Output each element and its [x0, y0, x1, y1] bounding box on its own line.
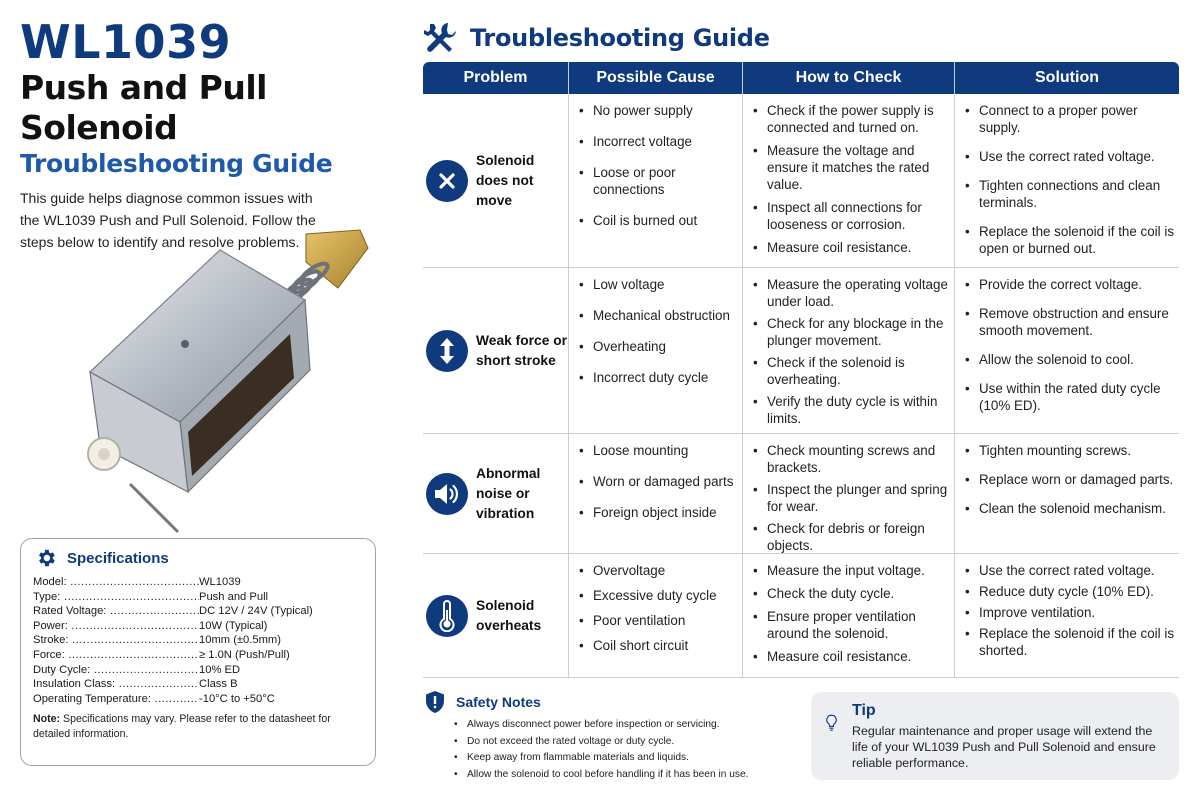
spec-row — [33, 663, 363, 678]
list-item: • Incorrect duty cycle — [579, 369, 738, 386]
spec-value: WL1039 — [199, 576, 241, 588]
spec-value: ≥ 1.0N (Push/Pull) — [199, 648, 290, 661]
list-item: • Replace the solenoid if the coil is shorted. — [965, 625, 1175, 659]
list-item: • Tighten connections and clean terminals. — [965, 177, 1175, 211]
cause-cell-list — [569, 268, 742, 386]
spec-row — [33, 648, 363, 663]
speaker-icon — [426, 473, 468, 515]
spec-value: 10% ED — [199, 663, 241, 676]
spec-value: 10W (Typical) — [199, 619, 268, 632]
list-item: • Check if the power supply is connected and turned on. — [753, 102, 950, 136]
troubleshooting-table — [423, 62, 1179, 678]
list-item: • No power supply — [579, 102, 738, 119]
cause-cell — [569, 268, 743, 433]
note-label: Note: — [33, 713, 61, 726]
list-item: • Check for any blockage in the plunger movement. — [753, 315, 950, 349]
header-cause: Possible Cause — [569, 62, 743, 94]
list-item: • Check if the solenoid is overheating. — [753, 354, 950, 388]
list-item: • Coil short circuit — [579, 637, 738, 654]
solution-cell — [955, 268, 1179, 433]
spec-value: Push and Pull — [199, 590, 269, 603]
spec-label: Rated Voltage: ..... — [33, 604, 199, 619]
spec-row — [33, 604, 363, 619]
list-item: • Replace the solenoid if the coil is open or burned out. — [965, 223, 1175, 257]
cause-cell-list — [569, 94, 742, 229]
x-circle-icon — [426, 160, 468, 202]
check-cell — [743, 94, 955, 267]
problem-cell — [423, 434, 569, 553]
spec-value: 10mm (±0.5mm) — [199, 634, 281, 647]
spec-label: Model: ..... — [33, 575, 199, 590]
list-item: • Inspect all connections for looseness or corrosion. — [753, 199, 950, 233]
check-cell-list — [743, 434, 954, 554]
list-item: • Use within the rated duty cycle (10% ED). — [965, 380, 1175, 414]
spec-row — [33, 575, 363, 590]
list-item: • Loose mounting — [579, 442, 738, 459]
safety-notes-title: Safety Notes — [456, 694, 541, 710]
tip-text: Regular maintenance and proper usage will extend the life of your WL1039 Push and Pull Solenoid and ensure reliable performance. — [852, 724, 1156, 770]
table-row — [423, 268, 1179, 434]
table-row — [423, 434, 1179, 554]
solution-cell-list — [955, 268, 1179, 414]
cause-cell — [569, 554, 743, 677]
vertical-arrows-icon — [426, 330, 468, 372]
list-item: • Use the correct rated voltage. — [965, 148, 1175, 165]
note-text: Specifications may vary. Please refer to the datasheet for detailed information. — [33, 713, 331, 741]
list-item: • Check mounting screws and brackets. — [753, 442, 950, 476]
list-item: • Overvoltage — [579, 562, 738, 579]
table-header — [423, 62, 1179, 94]
list-item: • Remove obstruction and ensure smooth movement. — [965, 305, 1175, 339]
check-cell — [743, 434, 955, 553]
safety-note: • Do not exceed the rated voltage or duty cycle. — [454, 734, 804, 751]
list-item: • Check for debris or foreign objects. — [753, 520, 950, 554]
list-item: • Incorrect voltage — [579, 133, 738, 150]
check-cell-list — [743, 268, 954, 427]
list-item: • Verify the duty cycle is within limits. — [753, 393, 950, 427]
header-solution: Solution — [1035, 69, 1099, 86]
spec-label: Power: ..... — [33, 619, 199, 634]
list-item: • Measure the operating voltage under load. — [753, 276, 950, 310]
check-cell — [743, 554, 955, 677]
cause-cell — [569, 434, 743, 553]
problem-label: Solenoid overheats — [476, 597, 542, 633]
check-cell-list — [743, 94, 954, 256]
problem-label: Abnormal noise or vibration — [476, 465, 541, 521]
problem-label: Solenoid does not move — [476, 152, 535, 208]
spec-label: Operating Temperature: ..... — [33, 692, 199, 707]
spec-label: Force: ..... — [33, 648, 199, 663]
spec-label: Insulation Class: ..... — [33, 677, 199, 692]
list-item: • Connect to a proper power supply. — [965, 102, 1175, 136]
list-item: • Tighten mounting screws. — [965, 442, 1175, 459]
solution-cell-list — [955, 94, 1179, 257]
solution-cell — [955, 94, 1179, 267]
safety-notes-list — [454, 717, 804, 783]
gear-icon — [35, 547, 57, 569]
list-item: • Provide the correct voltage. — [965, 276, 1175, 293]
solution-cell — [955, 554, 1179, 677]
list-item: • Measure coil resistance. — [753, 648, 950, 665]
cause-cell — [569, 94, 743, 267]
product-title: Push and Pull Solenoid — [20, 68, 267, 147]
shield-icon — [424, 690, 446, 714]
model-title: WL1039 — [20, 15, 232, 69]
check-cell-list — [743, 554, 954, 665]
list-item: • Ensure proper ventilation around the solenoid. — [753, 608, 950, 642]
safety-notes-panel — [424, 690, 804, 783]
list-item: • Foreign object inside — [579, 504, 738, 521]
specifications-header — [35, 547, 363, 569]
list-item: • Replace worn or damaged parts. — [965, 471, 1175, 488]
cause-cell-list — [569, 434, 742, 521]
safety-note: • Keep away from flammable materials and liquids. — [454, 750, 804, 767]
troubleshooting-header — [424, 20, 770, 56]
spec-label: Type: ..... — [33, 590, 199, 605]
spec-label: Stroke: ..... — [33, 633, 199, 648]
list-item: • Coil is burned out — [579, 212, 738, 229]
title-block — [20, 15, 390, 254]
spec-label: Duty Cycle: ..... — [33, 663, 199, 678]
solenoid-product-image — [70, 222, 390, 534]
list-item: • Measure coil resistance. — [753, 239, 950, 256]
list-item: • Allow the solenoid to cool. — [965, 351, 1175, 368]
spec-value: Class B — [199, 678, 238, 691]
intro-text: This guide helps diagnose common issues with the WL1039 Push and Pull Solenoid. Follow the steps below to identify and resolve problems. — [20, 190, 316, 250]
list-item: • Overheating — [579, 338, 738, 355]
solution-cell-list — [955, 554, 1179, 659]
spec-value: -10°C to +50°C — [199, 692, 275, 705]
guide-title: Troubleshooting Guide — [20, 149, 333, 179]
list-item: • Inspect the plunger and spring for wear. — [753, 481, 950, 515]
table-row — [423, 94, 1179, 268]
solution-cell — [955, 434, 1179, 553]
lightbulb-icon — [825, 702, 838, 744]
list-item: • Low voltage — [579, 276, 738, 293]
list-item: • Measure the voltage and ensure it matches the rated value. — [753, 142, 950, 193]
spec-row — [33, 677, 363, 692]
specifications-note — [33, 712, 363, 742]
header-problem: Problem — [423, 62, 569, 94]
thermometer-icon — [426, 595, 468, 637]
spec-row — [33, 619, 363, 634]
list-item: • Mechanical obstruction — [579, 307, 738, 324]
spec-value: DC 12V / 24V (Typical) — [199, 605, 313, 618]
solution-cell-list — [955, 434, 1179, 517]
table-body — [423, 94, 1179, 678]
list-item: • Poor ventilation — [579, 612, 738, 629]
specifications-title: Specifications — [67, 549, 169, 567]
spec-row — [33, 692, 363, 707]
safety-notes-header — [424, 690, 804, 714]
spec-row — [33, 590, 363, 605]
list-item: • Clean the solenoid mechanism. — [965, 500, 1175, 517]
safety-note: • Allow the solenoid to cool before handling if it has been in use. — [454, 767, 804, 784]
check-cell — [743, 268, 955, 433]
table-row — [423, 554, 1179, 678]
tip-title: Tip — [852, 702, 876, 719]
problem-cell — [423, 94, 569, 267]
list-item: • Loose or poor connections — [579, 164, 738, 198]
tip-content — [852, 702, 1167, 770]
list-item: • Measure the input voltage. — [753, 562, 950, 579]
specifications-panel — [20, 538, 376, 766]
list-item: • Use the correct rated voltage. — [965, 562, 1175, 579]
specifications-list — [33, 575, 363, 706]
tools-icon — [424, 20, 460, 56]
cause-cell-list — [569, 554, 742, 654]
list-item: • Reduce duty cycle (10% ED). — [965, 583, 1175, 600]
problem-label: Weak force or short stroke — [476, 332, 567, 368]
problem-cell — [423, 554, 569, 677]
tip-panel — [811, 692, 1179, 780]
list-item: • Check the duty cycle. — [753, 585, 950, 602]
problem-cell — [423, 268, 569, 433]
list-item: • Excessive duty cycle — [579, 587, 738, 604]
list-item: • Worn or damaged parts — [579, 473, 738, 490]
troubleshooting-title: Troubleshooting Guide — [470, 24, 770, 52]
safety-note: • Always disconnect power before inspection or servicing. — [454, 717, 804, 734]
list-item: • Improve ventilation. — [965, 604, 1175, 621]
header-check: How to Check — [743, 62, 955, 94]
spec-row — [33, 633, 363, 648]
